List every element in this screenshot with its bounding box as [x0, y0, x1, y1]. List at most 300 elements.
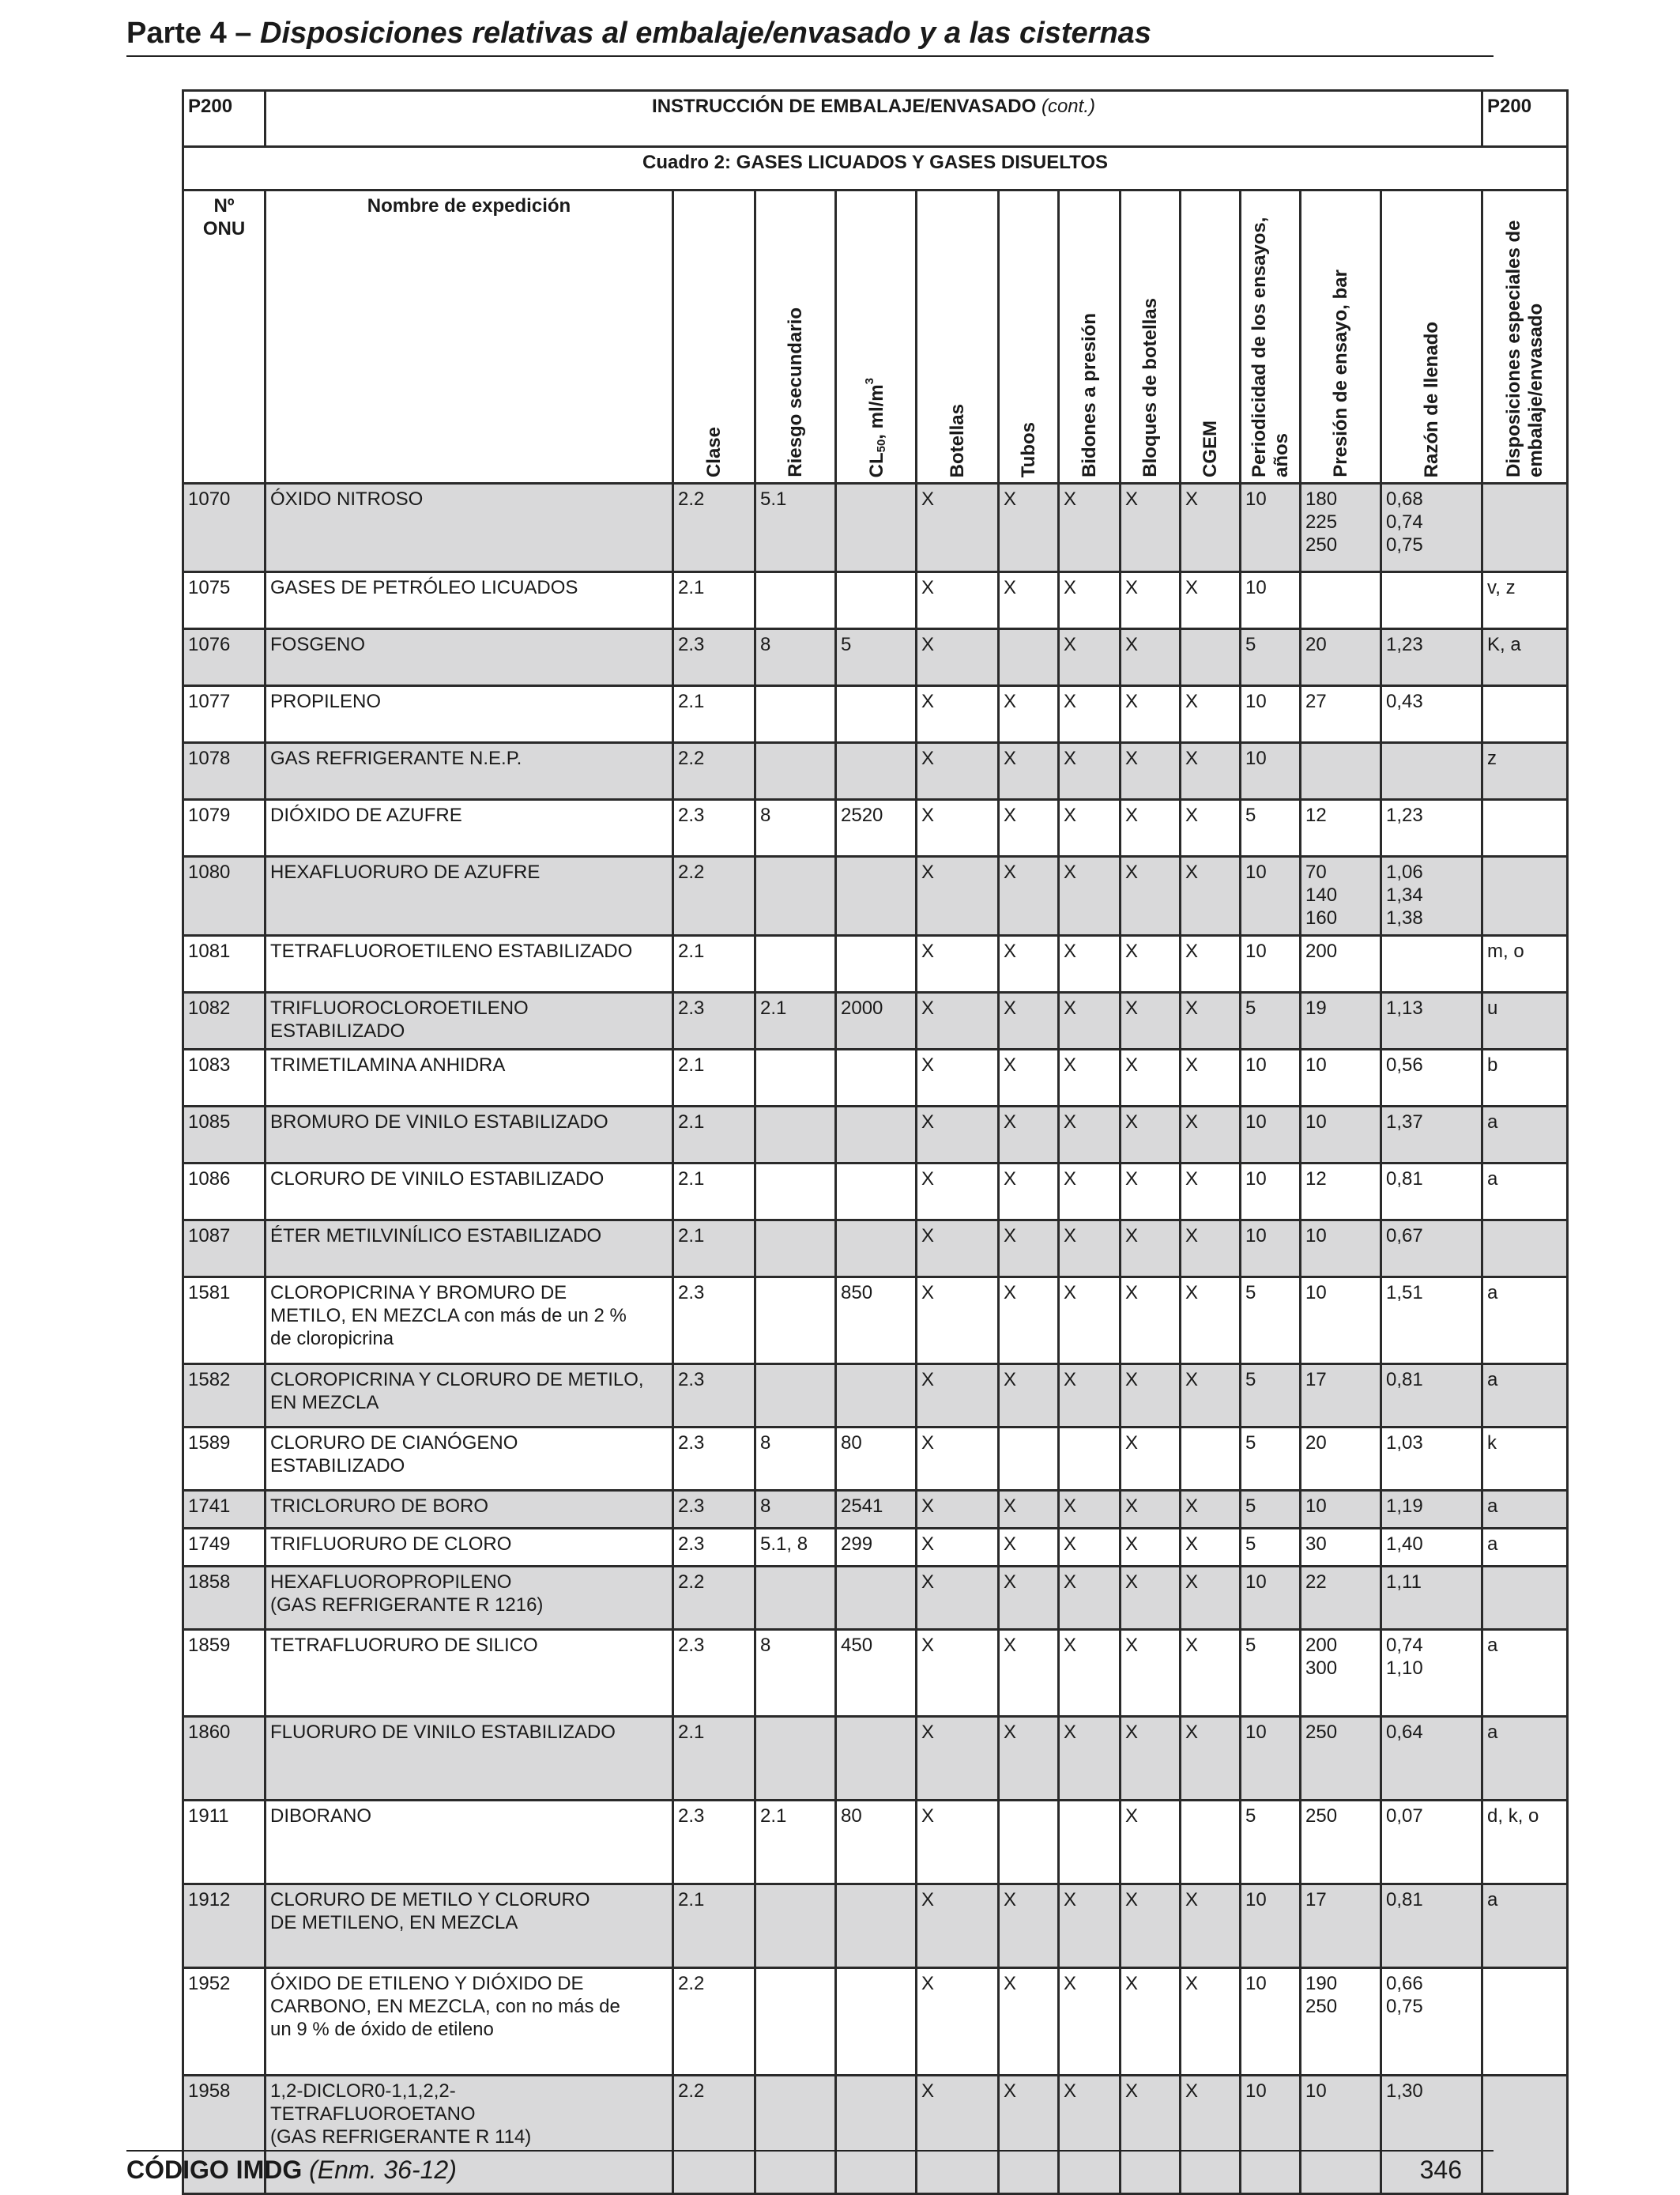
table-row [183, 936, 1568, 993]
cell-periodicidad: 5 [1241, 1801, 1301, 1884]
cell-onu: 1911 [183, 1801, 266, 1884]
col-clase [673, 190, 755, 484]
cell-clase: 2.2 [673, 2076, 755, 2194]
page-header [126, 14, 1494, 57]
col-cgem [1181, 190, 1241, 484]
cell-onu: 1860 [183, 1717, 266, 1801]
cell-presion: 10 [1301, 2076, 1381, 2194]
cell-periodicidad: 10 [1241, 1220, 1301, 1277]
page-header-prefix: Parte 4 – [126, 17, 260, 50]
cell-presion: 200 [1301, 936, 1381, 993]
cell-clase: 2.3 [673, 1428, 755, 1491]
cell-onu: 1086 [183, 1164, 266, 1220]
table-row [183, 743, 1568, 800]
cell-nombre: TRICLORURO DE BORO [266, 1491, 673, 1529]
cell-cgem: X [1181, 1630, 1241, 1717]
cell-disposiciones: K, a [1482, 629, 1568, 686]
cell-razon: 0,56 [1381, 1050, 1482, 1107]
cell-disposiciones [1482, 686, 1568, 743]
cell-periodicidad: 10 [1241, 1567, 1301, 1630]
cell-presion: 190 250 [1301, 1968, 1381, 2076]
cell-riesgo [755, 1717, 836, 1801]
cell-botellas: X [917, 1164, 999, 1220]
footer-edition: (Enm. 36-12) [309, 2155, 457, 2184]
cell-periodicidad: 10 [1241, 2076, 1301, 2194]
cell-bloques: X [1121, 800, 1181, 857]
cell-botellas: X [917, 1050, 999, 1107]
cell-bloques: X [1121, 1491, 1181, 1529]
cell-bidones: X [1059, 936, 1121, 993]
cell-nombre: TETRAFLUORURO DE SILICO [266, 1630, 673, 1717]
cell-periodicidad: 10 [1241, 572, 1301, 629]
cell-onu: 1581 [183, 1277, 266, 1364]
cell-botellas: X [917, 1107, 999, 1164]
cell-nombre: CLOROPICRINA Y BROMURO DE METILO, EN MEZCLA con más de un 2 % de cloropicrina [266, 1277, 673, 1364]
cell-disposiciones: a [1482, 1277, 1568, 1364]
cell-cgem [1181, 1428, 1241, 1491]
cell-riesgo [755, 1164, 836, 1220]
cell-bloques: X [1121, 1364, 1181, 1428]
footer-code: CÓDIGO IMDG [126, 2155, 303, 2184]
cell-disposiciones: z [1482, 743, 1568, 800]
cuadro-row [183, 147, 1568, 190]
cell-presion: 19 [1301, 993, 1381, 1050]
cell-periodicidad: 10 [1241, 1884, 1301, 1968]
cell-cl50 [836, 857, 917, 936]
cell-presion: 180 225 250 [1301, 484, 1381, 572]
cell-presion [1301, 743, 1381, 800]
packing-instruction-table [182, 89, 1569, 2195]
cell-bloques: X [1121, 1884, 1181, 1968]
cell-razon: 0,64 [1381, 1717, 1482, 1801]
cell-onu: 1081 [183, 936, 266, 993]
cell-cl50 [836, 936, 917, 993]
col-tubos [999, 190, 1059, 484]
cell-disposiciones: u [1482, 993, 1568, 1050]
cell-bloques: X [1121, 1567, 1181, 1630]
table-row [183, 1050, 1568, 1107]
cell-nombre: GASES DE PETRÓLEO LICUADOS [266, 572, 673, 629]
cell-tubos: X [999, 1491, 1059, 1529]
cell-onu: 1749 [183, 1529, 266, 1567]
cell-disposiciones: v, z [1482, 572, 1568, 629]
cell-bidones [1059, 1801, 1121, 1884]
cell-clase: 2.3 [673, 1491, 755, 1529]
cell-cgem: X [1181, 1220, 1241, 1277]
cell-riesgo: 8 [755, 1630, 836, 1717]
col-bloques [1121, 190, 1181, 484]
col-bidones-label: Bidones a presión [1078, 312, 1100, 477]
cell-onu: 1958 [183, 2076, 266, 2194]
cell-presion: 10 [1301, 1050, 1381, 1107]
cell-disposiciones: b [1482, 1050, 1568, 1107]
cell-razon: 1,23 [1381, 800, 1482, 857]
cell-riesgo [755, 572, 836, 629]
cell-clase: 2.1 [673, 686, 755, 743]
cell-onu: 1589 [183, 1428, 266, 1491]
cell-tubos: X [999, 572, 1059, 629]
col-onu [183, 190, 266, 484]
cell-clase: 2.1 [673, 1107, 755, 1164]
cell-razon [1381, 936, 1482, 993]
cell-botellas: X [917, 1428, 999, 1491]
cell-onu: 1077 [183, 686, 266, 743]
cell-botellas: X [917, 2076, 999, 2194]
cell-presion: 200 300 [1301, 1630, 1381, 1717]
cell-bloques: X [1121, 1968, 1181, 2076]
cell-razon: 0,67 [1381, 1220, 1482, 1277]
cell-bidones: X [1059, 484, 1121, 572]
cell-botellas: X [917, 743, 999, 800]
cell-razon [1381, 743, 1482, 800]
cell-riesgo: 5.1 [755, 484, 836, 572]
cell-periodicidad: 10 [1241, 1107, 1301, 1164]
cell-cgem: X [1181, 1567, 1241, 1630]
cell-bloques: X [1121, 993, 1181, 1050]
cell-tubos: X [999, 2076, 1059, 2194]
instruction-code-right: P200 [1482, 91, 1568, 147]
cell-bidones: X [1059, 629, 1121, 686]
cell-tubos [999, 629, 1059, 686]
cell-tubos: X [999, 1164, 1059, 1220]
cell-nombre: PROPILENO [266, 686, 673, 743]
cell-riesgo: 8 [755, 800, 836, 857]
cell-riesgo [755, 1107, 836, 1164]
cell-tubos: X [999, 993, 1059, 1050]
cell-cl50: 2541 [836, 1491, 917, 1529]
cell-cgem: X [1181, 1968, 1241, 2076]
cell-clase: 2.3 [673, 1801, 755, 1884]
cell-bloques: X [1121, 1107, 1181, 1164]
cell-cl50: 2000 [836, 993, 917, 1050]
cell-onu: 1858 [183, 1567, 266, 1630]
table-row [183, 1220, 1568, 1277]
table-row [183, 1277, 1568, 1364]
cell-bidones: X [1059, 1364, 1121, 1428]
cell-cl50 [836, 1567, 917, 1630]
cell-bidones: X [1059, 1529, 1121, 1567]
cell-riesgo: 2.1 [755, 993, 836, 1050]
cell-onu: 1076 [183, 629, 266, 686]
cell-clase: 2.1 [673, 572, 755, 629]
cell-tubos: X [999, 800, 1059, 857]
cell-cgem: X [1181, 484, 1241, 572]
cell-razon: 0,66 0,75 [1381, 1968, 1482, 2076]
cell-botellas: X [917, 1884, 999, 1968]
cell-bloques: X [1121, 1529, 1181, 1567]
cell-bidones: X [1059, 993, 1121, 1050]
cell-razon: 1,13 [1381, 993, 1482, 1050]
cell-disposiciones: d, k, o [1482, 1801, 1568, 1884]
col-presion-label: Presión de ensayo, bar [1329, 270, 1351, 477]
instruction-title-text: INSTRUCCIÓN DE EMBALAJE/ENVASADO [652, 96, 1037, 117]
cell-cl50 [836, 1968, 917, 2076]
cell-nombre: TETRAFLUOROETILENO ESTABILIZADO [266, 936, 673, 993]
cell-cl50 [836, 1364, 917, 1428]
cell-cl50: 299 [836, 1529, 917, 1567]
col-disposiciones-label: Disposiciones especiales de embalaje/envasado [1502, 220, 1546, 477]
cell-periodicidad: 10 [1241, 1968, 1301, 2076]
cell-razon: 0,68 0,74 0,75 [1381, 484, 1482, 572]
cell-riesgo [755, 1277, 836, 1364]
cell-cl50 [836, 1164, 917, 1220]
cell-disposiciones: a [1482, 1717, 1568, 1801]
cell-presion: 250 [1301, 1717, 1381, 1801]
cell-botellas: X [917, 1801, 999, 1884]
cell-bloques: X [1121, 857, 1181, 936]
cell-clase: 2.3 [673, 800, 755, 857]
cell-cgem: X [1181, 800, 1241, 857]
cell-bloques: X [1121, 1428, 1181, 1491]
cell-razon: 0,81 [1381, 1884, 1482, 1968]
cell-cl50 [836, 1107, 917, 1164]
cell-disposiciones: a [1482, 1630, 1568, 1717]
column-header-row [183, 190, 1568, 484]
cell-periodicidad: 10 [1241, 857, 1301, 936]
cell-onu: 1083 [183, 1050, 266, 1107]
cell-periodicidad: 5 [1241, 629, 1301, 686]
cell-bloques: X [1121, 936, 1181, 993]
cell-bloques: X [1121, 629, 1181, 686]
page-header-title: Disposiciones relativas al embalaje/envasado y a las cisternas [260, 17, 1151, 50]
table-row [183, 1567, 1568, 1630]
cell-presion: 10 [1301, 1277, 1381, 1364]
cell-botellas: X [917, 936, 999, 993]
cell-disposiciones: a [1482, 1364, 1568, 1428]
cell-riesgo [755, 1884, 836, 1968]
cell-onu: 1952 [183, 1968, 266, 2076]
cell-periodicidad: 10 [1241, 686, 1301, 743]
table-row [183, 1364, 1568, 1428]
cell-riesgo: 8 [755, 1491, 836, 1529]
table-row [183, 1801, 1568, 1884]
cell-botellas: X [917, 1277, 999, 1364]
cell-tubos: X [999, 1630, 1059, 1717]
cell-cl50 [836, 743, 917, 800]
cell-botellas: X [917, 1567, 999, 1630]
cell-cl50: 850 [836, 1277, 917, 1364]
cell-botellas: X [917, 629, 999, 686]
col-disposiciones [1482, 190, 1568, 484]
instruction-code-left: P200 [183, 91, 266, 147]
cell-bloques: X [1121, 572, 1181, 629]
cell-tubos: X [999, 743, 1059, 800]
cell-tubos: X [999, 1364, 1059, 1428]
cell-nombre: BROMURO DE VINILO ESTABILIZADO [266, 1107, 673, 1164]
cell-clase: 2.1 [673, 1884, 755, 1968]
cell-nombre: HEXAFLUORURO DE AZUFRE [266, 857, 673, 936]
page-number: 346 [1419, 2155, 1462, 2184]
col-bloques-label: Bloques de botellas [1139, 298, 1161, 477]
cell-razon: 0,43 [1381, 686, 1482, 743]
cell-bloques: X [1121, 484, 1181, 572]
cell-periodicidad: 5 [1241, 1630, 1301, 1717]
table-row [183, 572, 1568, 629]
cell-periodicidad: 10 [1241, 936, 1301, 993]
cell-razon: 0,81 [1381, 1364, 1482, 1428]
table-row [183, 1968, 1568, 2076]
cell-bloques: X [1121, 2076, 1181, 2194]
cell-disposiciones: a [1482, 1491, 1568, 1529]
table-row [183, 1630, 1568, 1717]
cell-cl50 [836, 572, 917, 629]
cell-botellas: X [917, 1630, 999, 1717]
cell-tubos [999, 1428, 1059, 1491]
cell-presion: 70 140 160 [1301, 857, 1381, 936]
cell-presion: 10 [1301, 1220, 1381, 1277]
col-razon-label: Razón de llenado [1420, 321, 1442, 477]
cell-cgem: X [1181, 743, 1241, 800]
cell-presion: 17 [1301, 1364, 1381, 1428]
cell-clase: 2.2 [673, 484, 755, 572]
cell-razon [1381, 572, 1482, 629]
cell-botellas: X [917, 572, 999, 629]
cell-clase: 2.1 [673, 1164, 755, 1220]
cell-tubos: X [999, 1529, 1059, 1567]
cell-bidones: X [1059, 1567, 1121, 1630]
col-periodicidad [1241, 190, 1301, 484]
cell-disposiciones [1482, 1567, 1568, 1630]
cell-clase: 2.2 [673, 857, 755, 936]
cell-tubos: X [999, 936, 1059, 993]
table-row [183, 1717, 1568, 1801]
cell-cl50 [836, 1220, 917, 1277]
instruction-title [266, 91, 1482, 147]
cell-nombre: ÓXIDO NITROSO [266, 484, 673, 572]
cell-bloques: X [1121, 1801, 1181, 1884]
cell-clase: 2.3 [673, 1630, 755, 1717]
cell-razon: 1,30 [1381, 2076, 1482, 2194]
cell-nombre: DIÓXIDO DE AZUFRE [266, 800, 673, 857]
cell-nombre: CLOROPICRINA Y CLORURO DE METILO, EN MEZCLA [266, 1364, 673, 1428]
cell-bidones: X [1059, 2076, 1121, 2194]
cell-razon: 1,06 1,34 1,38 [1381, 857, 1482, 936]
cell-bloques: X [1121, 1717, 1181, 1801]
cell-clase: 2.1 [673, 1050, 755, 1107]
col-onu-label: Nº ONU [202, 195, 246, 239]
cell-tubos [999, 1801, 1059, 1884]
cell-botellas: X [917, 1491, 999, 1529]
cell-disposiciones: a [1482, 1884, 1568, 1968]
cell-botellas: X [917, 1364, 999, 1428]
col-cl50 [836, 190, 917, 484]
cell-periodicidad: 10 [1241, 1717, 1301, 1801]
cell-cl50: 80 [836, 1801, 917, 1884]
cell-riesgo [755, 1567, 836, 1630]
cell-cgem: X [1181, 1364, 1241, 1428]
cell-razon: 1,40 [1381, 1529, 1482, 1567]
cell-razon: 1,11 [1381, 1567, 1482, 1630]
cell-bloques: X [1121, 686, 1181, 743]
cell-cgem: X [1181, 1277, 1241, 1364]
cuadro-title: Cuadro 2: GASES LICUADOS Y GASES DISUELTOS [183, 147, 1568, 190]
cell-onu: 1859 [183, 1630, 266, 1717]
cell-bloques: X [1121, 1277, 1181, 1364]
cell-bidones: X [1059, 1277, 1121, 1364]
cell-razon: 1,23 [1381, 629, 1482, 686]
cell-tubos: X [999, 686, 1059, 743]
cell-bidones: X [1059, 1968, 1121, 2076]
col-riesgo-label: Riesgo secundario [784, 307, 806, 477]
cell-presion: 20 [1301, 1428, 1381, 1491]
cell-cl50 [836, 1717, 917, 1801]
cell-onu: 1079 [183, 800, 266, 857]
cl50-pre: CL [866, 452, 888, 477]
cell-periodicidad: 10 [1241, 1164, 1301, 1220]
cell-bidones: X [1059, 572, 1121, 629]
cl50-sup: 3 [863, 377, 877, 384]
cell-riesgo [755, 1364, 836, 1428]
table-row [183, 1491, 1568, 1529]
cell-nombre: TRIFLUOROCLOROETILENO ESTABILIZADO [266, 993, 673, 1050]
cell-riesgo: 5.1, 8 [755, 1529, 836, 1567]
cell-riesgo [755, 1050, 836, 1107]
cell-tubos: X [999, 1884, 1059, 1968]
cell-tubos: X [999, 1107, 1059, 1164]
col-nombre: Nombre de expedición [266, 190, 673, 484]
cell-nombre: ÉTER METILVINÍLICO ESTABILIZADO [266, 1220, 673, 1277]
cl50-sub: 50 [874, 439, 888, 452]
cell-riesgo [755, 1968, 836, 2076]
cell-onu: 1070 [183, 484, 266, 572]
cell-periodicidad: 5 [1241, 1277, 1301, 1364]
cell-cl50: 80 [836, 1428, 917, 1491]
cell-cgem: X [1181, 572, 1241, 629]
col-botellas [917, 190, 999, 484]
cell-bidones: X [1059, 743, 1121, 800]
cell-razon: 0,81 [1381, 1164, 1482, 1220]
cell-onu: 1080 [183, 857, 266, 936]
cell-presion [1301, 572, 1381, 629]
cell-nombre: FLUORURO DE VINILO ESTABILIZADO [266, 1717, 673, 1801]
cell-cgem: X [1181, 1491, 1241, 1529]
cell-cl50: 5 [836, 629, 917, 686]
cell-botellas: X [917, 993, 999, 1050]
cell-razon: 1,03 [1381, 1428, 1482, 1491]
cell-presion: 27 [1301, 686, 1381, 743]
cell-onu: 1078 [183, 743, 266, 800]
cell-disposiciones: a [1482, 1164, 1568, 1220]
cell-botellas: X [917, 1529, 999, 1567]
cell-tubos: X [999, 1968, 1059, 2076]
cell-presion: 22 [1301, 1567, 1381, 1630]
cell-presion: 12 [1301, 1164, 1381, 1220]
cell-nombre: CLORURO DE CIANÓGENO ESTABILIZADO [266, 1428, 673, 1491]
cell-nombre: HEXAFLUOROPROPILENO (GAS REFRIGERANTE R 1216) [266, 1567, 673, 1630]
cell-onu: 1741 [183, 1491, 266, 1529]
cell-cgem: X [1181, 1529, 1241, 1567]
cell-nombre: TRIFLUORURO DE CLORO [266, 1529, 673, 1567]
cell-bloques: X [1121, 743, 1181, 800]
page-footer [126, 2150, 1494, 2188]
table-row [183, 857, 1568, 936]
col-periodicidad-label: Periodicidad de los ensayos, años [1248, 217, 1292, 477]
table-row [183, 1884, 1568, 1968]
cell-clase: 2.2 [673, 1567, 755, 1630]
cell-presion: 10 [1301, 1491, 1381, 1529]
cell-botellas: X [917, 686, 999, 743]
cell-nombre: DIBORANO [266, 1801, 673, 1884]
cell-nombre: GAS REFRIGERANTE N.E.P. [266, 743, 673, 800]
cell-cgem: X [1181, 1050, 1241, 1107]
cell-cgem: X [1181, 686, 1241, 743]
cell-razon: 0,74 1,10 [1381, 1630, 1482, 1717]
cell-onu: 1082 [183, 993, 266, 1050]
cell-riesgo [755, 686, 836, 743]
cell-nombre: CLORURO DE METILO Y CLORURO DE METILENO, EN MEZCLA [266, 1884, 673, 1968]
cell-cgem: X [1181, 936, 1241, 993]
cell-onu: 1912 [183, 1884, 266, 1968]
